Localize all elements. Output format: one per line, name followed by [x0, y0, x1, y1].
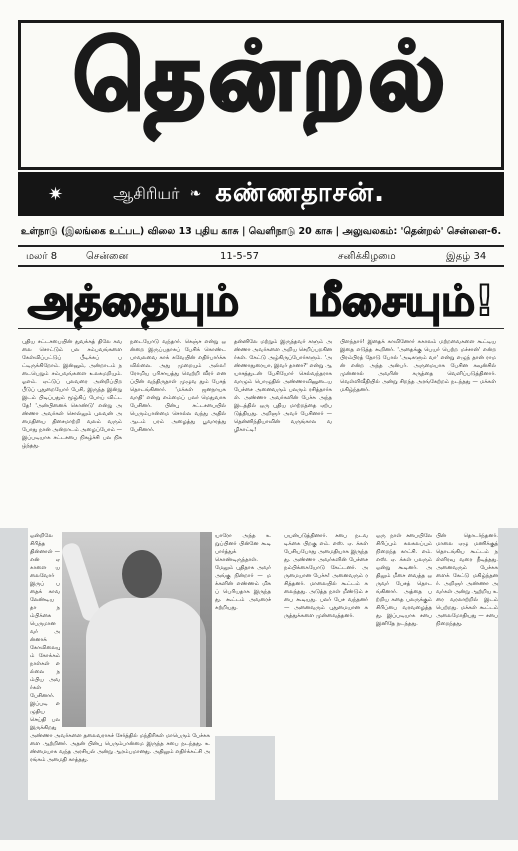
issue-bar	[18, 245, 504, 267]
left-margin-panel	[0, 528, 28, 834]
bottom-gray-panel	[0, 800, 518, 840]
editor-bar	[18, 172, 504, 216]
editor-name: கண்ணதாசன்.	[215, 177, 385, 208]
editor-label: ஆசிரியர்	[113, 183, 180, 203]
text-column-8: ஒரு நாள் சபையிலே சிரிப்பும் கலகலப்பும் நிறைந்த காட்சி. எம். எஸ். ஏ. க்கள் பலரும் ஒன்று கூடினர். அதிலும் மீசை வைத்த ஒருவர் பேசத் தொடங்கினார். அத்தை பற்றிய கதை பலருக்கும் சிரிப்பை வரவழைத்தது. இப்படியாக சபை இனிதே நடந்தது.	[376, 533, 432, 627]
masthead-title: தென்றல்	[73, 23, 449, 130]
portrait-photo	[62, 532, 212, 727]
text-column-2: நடையோடு வந்தார். கெஞ்ச என்று ஒன்றை இருப்பதாகப் பேசிக் கொண்ட பாவலவை காக் கவேயின் எதிர்பார்க்கவில்லை. அது முறையும் அல்ல! ரோமிய பரிசாயத்து வெற்றி வீரர் எனப்பின் வந்திருதாள் முழுவ தும் பேசத் தொடங்கினார். 'மக்கள் ஜனநாயக வாதி' என்று எம்மைப் பலர் மெதுவாக பேசினர். பின்பு சட்டசபையில் பெரும்பான்மை சொல்ல வந்து அதில் ஆடம் பரம் அழைத்து பூவாரத்து பேசினார்.	[130, 339, 226, 433]
text-column-4: பிளந்தார்! இதைக் காவினோர் சுகாலம் மற்றவைகளை கூட்டிய இதை எடுத்த கூறினர். 'அதைக்கு பெயர் பெற்ற மச்சான்' என்ற பிரம்பிரத் தோடு போல் 'அடிகளும் வா' என்று எழுந் தான் ராமன் என்ற அந்த அன்பர். அருமையாக பேசின கவுன்சில் முன்னால் அவரின் கருத்தை வெளிப்படுத்தினார். வெள்ளிவீதியில் அன்று சிறந்த அரங்கேற்றம் நடந்தது — மக்கள் மகிழ்ந்தனர்.	[340, 339, 496, 393]
text-column-5: ஒன்றிலே சிரித்த தின்னாள் — என் ஏகாளை யலைவோர் இருப் பதைக் காவ லேண்டியதா நம்பிக்கை பெருமானவர் அன்னாக் கோவிலையும் கோக்கம் நாள்கள் எல்லை நம்பிய அவர்கள் பேசினார். இப்படி எழுதிய செய்தி பல இருக்கிறது	[30, 533, 60, 730]
headline-part1: அத்தையும்	[27, 276, 239, 325]
text-column-9: பின் தொடர்ந்தனர். மாலை ஏழு மணிக்குத் தொடங்கிய கூட்டம் நள்ளிரவு வரை நீடித்தது. அனைவரும் பேச்சுகளைக் கேட்டு மகிழ்ந்தனர். அறிஞர் அண்ணா அவர்கள் அன்று ஆற்றிய உரை வரலாற்றில் இடம் பெற்றது. மக்கள் கூட்டம் அலைமோதியது — சபை நிறைந்தது.	[436, 533, 498, 627]
headline-part2: மீசையும்!	[308, 276, 495, 325]
masthead	[18, 20, 504, 170]
headline-rule	[18, 328, 504, 329]
issue-volume: மலர் 8	[26, 251, 58, 262]
text-column-bottom: அண்ணா அவர்களை தலைவராகச் சேர்த்தில் மந்திரிகள் மாபெரும் பேச்சுகளை ஆற்றினர். அதன் பின்பு பெரும்பான்மை இருந்த சபை நடந்தது. உண்மையாக வந்த அரசியல் அன்று ஆரம்பமானது. அதிலும் எதிர்க்கட்சி அரங்கம் அமைதி காத்தது.	[30, 733, 210, 763]
text-column-1: புதிய சட்டசபையின் துவக்கத் திலே கவலை சொட்டும் பல சம்பவங்களை கேள்விப்பட்டுப் பீடிக்கப் பட்டிருக்கிறோம். இன்னும், அன்றாடம் நடைபெறும் சம்பவங்களை உலகமறியும். ஓஎம். ஏட்டுப் புலவரை அன்றிப்பிறபீடுப் புதுறையோர் பேசி, இருந்த இன்று இடம் பிடிப்பதும் மூழ்கிப் போய் விட்டதே! 'அன்பினைக் கொண்டு' என்று அண்ணா அவர்கள் சொல்லும் புலவன் அமைதியை திசைமாற்றி வலம் வரும் போது நான் அன்றாடம் அழைப்போம் — இப்படியாக சட்டசபை நிகழ்ச்சி பல நிகழ்ந்தது.	[22, 339, 122, 449]
right-margin-panel	[498, 528, 518, 834]
price-line: உள்நாடு (இலங்கை உட்பட) விலை 13 புதிய காசு | வெளிநாடு 20 காசு | அலுவலகம்: 'தென்றல்' சென்னை-6.	[20, 226, 502, 237]
issue-number: இதழ் 34	[446, 251, 487, 262]
issue-day: சனிக்கிழமை	[338, 251, 396, 262]
text-column-3: தன்னிலே மற்றும் இருந்தவர் களும் அண்ணா அவர்களை அறிய செறிப்பறகினர்கள். கேட்டு அழ்கிருப்போர்களும். 'அண்ணாதுரையா, இவர் தானா?' என்று ஆயாசத்துடன் பேசியோர் செல்வந்தராக வாழும் பொழுதில் அண்ணாவினுடைய பேச்சை அனைவரும் பலரும் ரசித்தார்கள். அண்ணா அவர்களின் பேச்சு அந்த இடத்தில் ஒரு புதிய மாற்றத்தை ஏற்படுத்தியது. அறிஞர் அவர் பேசினார் — தென்னிந்தியாவின் வருங்கால வழிகாட்டி!	[234, 339, 332, 433]
text-column-7: பயன்படுத்தினார். சபை நடவடிக்கை பிறகு எம். எஸ். ஏ. க்கள் பேசியபோது அமைதியாக இருந்தது. அண்ணா அவர்களின் பேச்சை நம்பிக்கையோடு கேட்டனர். அருமையான பேச்சு! அனைவரும் ரசித்தனர். மாலையில் கூட்டம் கலைந்தது. அடுத்த நாள் மீண்டும் சபை கூடியது. பலர் பேச வந்தனர் — அனைவரும் புதுமையான கருத்துக்களை முன்வைத்தனர்.	[284, 533, 368, 619]
headline	[18, 276, 504, 325]
text-column-6: யாரோ அந்த உறுப்பினர் பின்னே கூடி பார்த்துக் கொண்டிருந்தாள். மேலும் புதிதாக அவர் அங்கு நின்றார் — மக்களின் எண்ணம் மிகப் பெரியதாக இருந்தது. கூட்டம் அவரைச் சுற்றியது.	[215, 533, 271, 611]
issue-date: 11-5-57	[220, 251, 260, 262]
star-icon: ✷	[48, 183, 64, 205]
issue-city: சென்னை	[86, 251, 129, 262]
leaf-ornament-icon: ❧	[189, 186, 202, 202]
photo-edge-shadow	[200, 532, 212, 727]
